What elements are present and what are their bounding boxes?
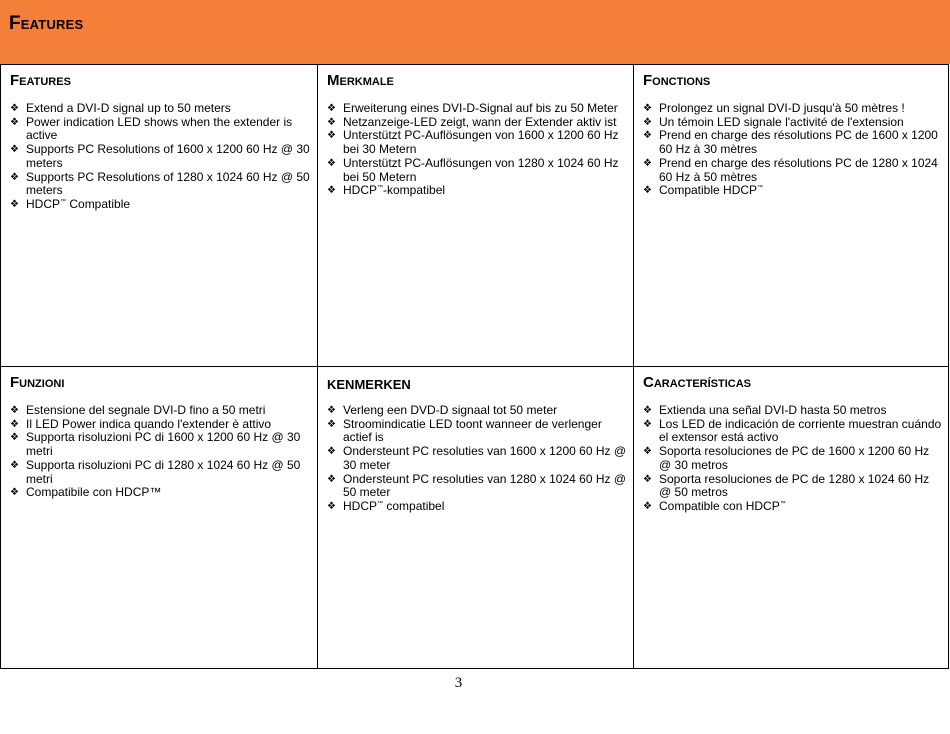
list-item: ❖ Los LED de indicación de corriente muestran cuándo el extensor está activo — [643, 416, 942, 445]
features-table — [0, 64, 949, 669]
diamond-bullet-icon: ❖ — [327, 157, 336, 169]
list-item: ❖ Ondersteunt PC resoluties van 1280 x 1024 60 Hz @ 50 meter — [327, 471, 627, 500]
section-title: Fonctions — [643, 72, 711, 89]
list-item: ❖ Stroomindicatie LED toont wanneer de verlenger actief is — [327, 416, 602, 445]
section-caracteristicas-es — [634, 366, 949, 668]
diamond-bullet-icon: ❖ — [10, 198, 19, 210]
diamond-bullet-icon: ❖ — [643, 405, 652, 416]
diamond-bullet-icon: ❖ — [10, 405, 19, 416]
list-item: ❖ Unterstützt PC-Auflösungen von 1280 x 1024 60 Hz bei 50 Metern — [327, 155, 619, 184]
diamond-bullet-icon: ❖ — [10, 487, 19, 499]
diamond-bullet-icon: ❖ — [10, 459, 19, 471]
list-item: ❖ Il LED Power indica quando l'extender è attivo — [10, 416, 272, 431]
diamond-bullet-icon: ❖ — [10, 144, 19, 156]
diamond-bullet-icon: ❖ — [643, 157, 652, 169]
list-item: ❖ Power indication LED shows when the extender is active — [10, 114, 293, 143]
trademark-mark: ™ — [60, 198, 67, 205]
diamond-bullet-icon: ❖ — [327, 116, 336, 128]
diamond-bullet-icon: ❖ — [327, 103, 336, 114]
section-fonctions-fr — [634, 64, 949, 366]
bullet-list — [327, 404, 627, 514]
diamond-bullet-icon: ❖ — [327, 473, 336, 485]
list-item: ❖ Un témoin LED signale l'activité de l'extension — [643, 114, 904, 129]
diamond-bullet-icon: ❖ — [643, 473, 652, 485]
list-item: ❖ Extienda una señal DVI-D hasta 50 metros — [643, 403, 887, 417]
trademark-mark: ™ — [757, 185, 764, 192]
list-item: ❖ Netzanzeige-LED zeigt, wann der Extender aktiv ist — [327, 114, 617, 129]
list-item: ❖ Prend en charge des résolutions PC de 1600 x 1200 60 Hz à 30 mètres — [643, 128, 938, 157]
section-funzioni-it — [1, 366, 318, 668]
diamond-bullet-icon: ❖ — [327, 130, 336, 142]
section-title: Funzioni — [10, 374, 65, 391]
section-title: Características — [643, 374, 752, 391]
list-item: ❖ Compatibile con HDCP™ — [10, 485, 162, 500]
bullet-list — [327, 102, 627, 198]
diamond-bullet-icon: ❖ — [10, 116, 19, 128]
section-title: Merkmale — [327, 72, 394, 89]
diamond-bullet-icon: ❖ — [327, 446, 336, 458]
trademark-mark: ™ — [377, 185, 384, 192]
list-item: ❖ Soporta resoluciones de PC de 1600 x 1200 60 Hz @ 30 metros — [643, 444, 930, 472]
bullet-list — [643, 404, 942, 514]
list-item: ❖ Soporta resoluciones de PC de 1280 x 1024 60 Hz @ 50 metros — [643, 471, 930, 500]
list-item: ❖ Compatible HDCP™ — [643, 183, 764, 198]
diamond-bullet-icon: ❖ — [327, 418, 336, 430]
diamond-bullet-icon: ❖ — [643, 446, 652, 458]
section-features-en — [1, 64, 318, 366]
diamond-bullet-icon: ❖ — [10, 171, 19, 183]
diamond-bullet-icon: ❖ — [327, 500, 336, 512]
diamond-bullet-icon: ❖ — [643, 130, 652, 142]
list-item: ❖ Supporta risoluzioni PC di 1600 x 1200 60 Hz @ 30 metri — [10, 430, 301, 459]
list-item: ❖ Ondersteunt PC resoluties van 1600 x 1200 60 Hz @ 30 meter — [327, 444, 627, 472]
diamond-bullet-icon: ❖ — [10, 432, 19, 444]
diamond-bullet-icon: ❖ — [643, 103, 652, 114]
bullet-list — [643, 102, 942, 198]
diamond-bullet-icon: ❖ — [10, 103, 19, 114]
diamond-bullet-icon: ❖ — [327, 405, 336, 416]
list-item: ❖ Unterstützt PC-Auflösungen von 1600 x 1200 60 Hz bei 30 Metern — [327, 128, 619, 157]
list-item: ❖ HDCP™ compatibel — [327, 498, 445, 513]
list-item: ❖ Compatible con HDCP™ — [643, 498, 786, 513]
diamond-bullet-icon: ❖ — [643, 418, 652, 430]
trademark-mark: ™ — [779, 500, 786, 507]
list-item: ❖ Supports PC Resolutions of 1280 x 1024 60 Hz @ 50 meters — [10, 169, 310, 198]
list-item: ❖ Verleng een DVD-D signaal tot 50 meter — [327, 403, 558, 417]
list-item: ❖ Prend en charge des résolutions PC de 1280 x 1024 60 Hz à 50 mètres — [643, 155, 938, 184]
diamond-bullet-icon: ❖ — [643, 185, 652, 197]
page-title: Features — [9, 13, 84, 34]
diamond-bullet-icon: ❖ — [643, 500, 652, 512]
diamond-bullet-icon: ❖ — [327, 185, 336, 197]
diamond-bullet-icon: ❖ — [643, 116, 652, 128]
list-item: ❖ HDCP™-kompatibel — [327, 183, 446, 198]
list-item: ❖ Erweiterung eines DVI-D-Signal auf bis zu 50 Meter — [327, 101, 618, 115]
section-merkmale-de — [318, 64, 634, 366]
page-number: 3 — [454, 675, 463, 691]
list-item: ❖ Supports PC Resolutions of 1600 x 1200 60 Hz @ 30 meters — [10, 142, 310, 170]
list-item: ❖ Supporta risoluzioni PC di 1280 x 1024 60 Hz @ 50 metri — [10, 457, 301, 486]
bullet-list — [10, 102, 311, 212]
list-item: ❖ Extend a DVI-D signal up to 50 meters — [10, 101, 231, 115]
list-item: ❖ Prolongez un signal DVI-D jusqu'à 50 mètres ! — [643, 101, 905, 115]
list-item: ❖ HDCP™ Compatible — [10, 196, 131, 211]
header-bar — [0, 0, 950, 64]
trademark-mark: ™ — [377, 500, 384, 507]
diamond-bullet-icon: ❖ — [10, 418, 19, 430]
section-kenmerken-nl — [318, 366, 634, 668]
section-title: Features — [10, 72, 71, 89]
list-item: ❖ Estensione del segnale DVI-D fino a 50 metri — [10, 403, 266, 417]
section-title: KENMERKEN — [327, 377, 411, 392]
bullet-list — [10, 404, 311, 500]
